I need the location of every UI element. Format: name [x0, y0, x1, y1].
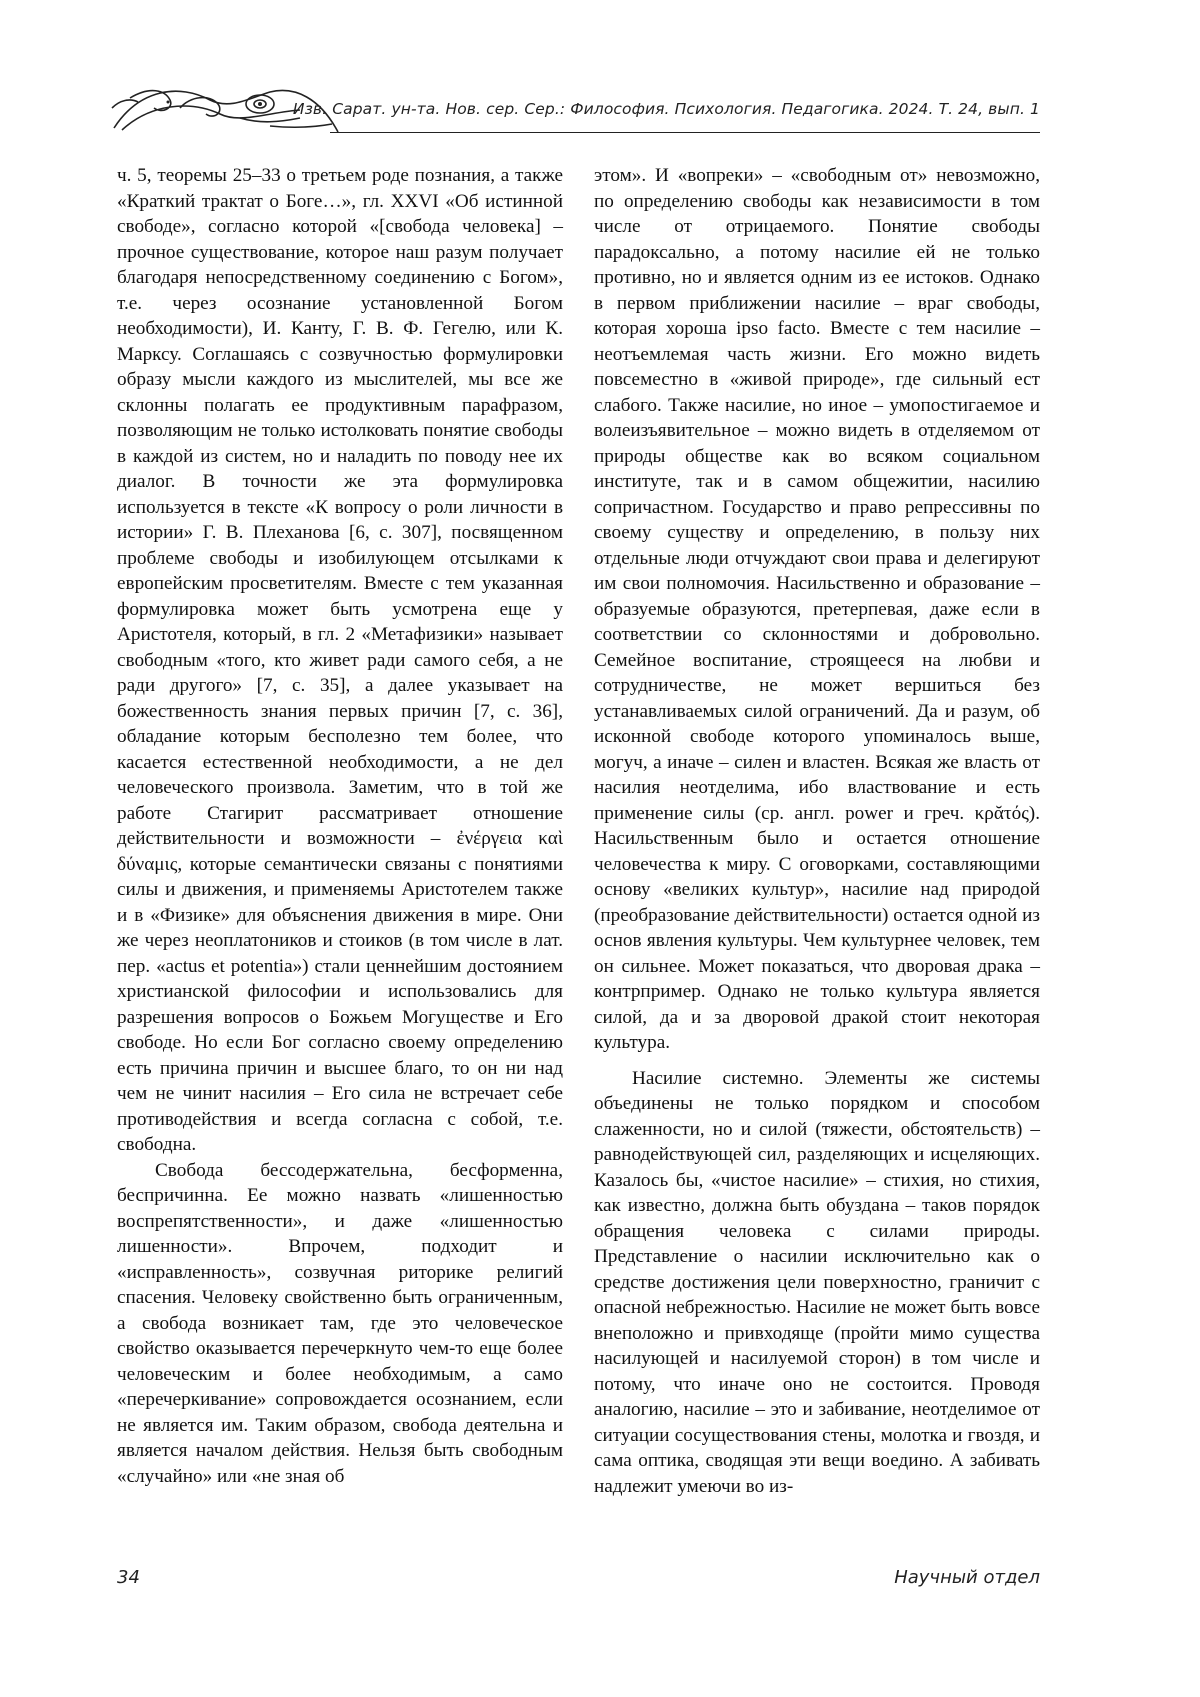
left-column	[117, 163, 563, 1489]
header-rule	[330, 132, 1040, 133]
paragraph: ч. 5, теоремы 25–33 о третьем роде познания, а также «Краткий трактат о Боге…», гл. XXVI «Об истинной свободе», согласно которой «[свобода человека] – прочное существование, которое наш разум получает благодаря непосредственному соединению с Богом», т.е. через осознание установленной Богом необходимости), И. Канту, Г. В. Ф. Гегелю, или К. Марксу. Соглашаясь с созвучностью формулировки образу мысли каждого из мыслителей, мы все же склонны полагать ее продуктивным парафразом, позволяющим не только истолковать понятие свободы в каждой из систем, но и наладить по поводу нее их диалог. В точности же эта формулировка используется в тексте «К вопросу о роли личности в истории» Г. В. Плеханова [6, с. 307], посвященном проблеме свободы и изобилующем отсылками к европейским просветителям. Вместе с тем указанная формулировка может быть усмотрена еще у Аристотеля, который, в гл. 2 «Метафизики» называет свободным «того, кто живет ради самого себя, а не ради другого» [7, с. 35], а далее указывает на божественность знания первых причин [7, с. 36], обладание которым бесполезно тем более, что касается естественной необходимости, а не дел человеческого произвола. Заметим, что в той же работе Стагирит рассматривает отношение действительности и возможности – ἐνέργεια καὶ δύναμις, которые семантически связаны с понятиями силы и движения, и применяемы Аристотелем также и в «Физике» для объяснения движения в мире. Они же через неоплатоников и стоиков (в том числе в лат. пер. «actus et potentia») стали ценнейшим достоянием христианской философии и использовались для разрешения вопросов о Божьем Могуществе и Его свободе. Но если Бог согласно своему определению есть причина причин и высшее благо, то он ни над чем не чинит насилия – Его сила не встречает себе противодействия и всегда согласна с собой, т.е. свободна.	[117, 165, 563, 1155]
paragraph: Свобода бессодержательна, бесформенна, беспричинна. Ее можно назвать «лишенностью воспрепятственности», и даже «лишенностью лишенности». Впрочем, подходит и «исправленность», созвучная риторике религий спасения. Человеку свойственно быть ограниченным, а свобода возникает там, где это человеческое свойство оказывается перечеркнуто чем-то еще более человеческим и более необходимым, а само «перечеркивание» сопровождается осознанием, если не является им. Таким образом, свобода деятельна и является началом действия. Нельзя быть свободным «случайно» или «не зная об	[117, 1159, 563, 1487]
paragraph: этом». И «вопреки» – «свободным от» невозможно, по определению свободы как независимости в том числе от отрицаемого. Понятие свободы парадоксально, а потому насилие ей не только противно, но и является одним из ее истоков. Однако в первом приближении насилие – враг свободы, которая хороша ipso facto. Вместе с тем насилие – неотъемлемая часть жизни. Его можно видеть повсеместно в «живой природе», где сильный ест слабого. Также насилие, но иное – умопостигаемое и волеизъявительное – можно видеть в отделяемом от природы обществе как во всяком социальном институте, так и в самом общежитии, насилию сопричастном. Государство и право репрессивны по своему существу и определению, в пользу них отдельные люди отчуждают свои права и делегируют им свои полномочия. Насильственно и образование – образуемые образуются, претерпевая, даже если в соответствии со склонностями и добровольно. Семейное воспитание, строящееся на любви и сотрудничестве, не может вершиться без устанавливаемых силой ограничений. Да и разум, об исконной свободе которого упоминалось выше, могуч, а иначе – силен и властен. Всякая же власть от насилия неотделима, ибо властвование и есть применение силы (ср. англ. power и греч. κρᾰτός). Насильственным было и остается отношение человечества к миру. С оговорками, составляющими основу «великих культур», насилие над природой (преобразование действительности) остается одной из основ явления культуры. Чем культурнее человек, тем он сильнее. Может показаться, что дворовая драка – контрпример. Однако не только культура является силой, да и за дворовой дракой стоит некоторая культура.	[594, 165, 1040, 1053]
right-column	[594, 163, 1040, 1499]
journal-title: Изв. Сарат. ун-та. Нов. сер. Сер.: Философия. Психология. Педагогика. 2024. Т. 24, вып. 1	[292, 100, 1040, 118]
running-header	[110, 78, 1040, 134]
paragraph: Насилие системно. Элементы же системы объединены не только порядком и способом слаженности, но и силой (тяжести, обстоятельств) – равнодействующей сил, разделяющих и исцеляющих. Казалось бы, «чистое насилие» – стихия, но стихия, как известно, должна быть обуздана – таков порядок обращения человека с силами природы. Представление о насилии исключительно как о средстве достижения цели поверхностно, граничит с опасной небрежностью. Насилие не может быть вовсе внеположно и привходяще (пройти мимо существа насилующей и насилуемой сторон) в том числе и потому, что иначе оно не состоится. Проводя аналогию, насилие – это и забивание, неотделимое от ситуации сосуществования стены, молотка и гвоздя, и сама оптика, сводящая эти вещи воедино. А забивать надлежит умеючи во из-	[594, 1067, 1040, 1497]
section-name: Научный отдел	[894, 1567, 1040, 1588]
page-number: 34	[117, 1567, 140, 1588]
